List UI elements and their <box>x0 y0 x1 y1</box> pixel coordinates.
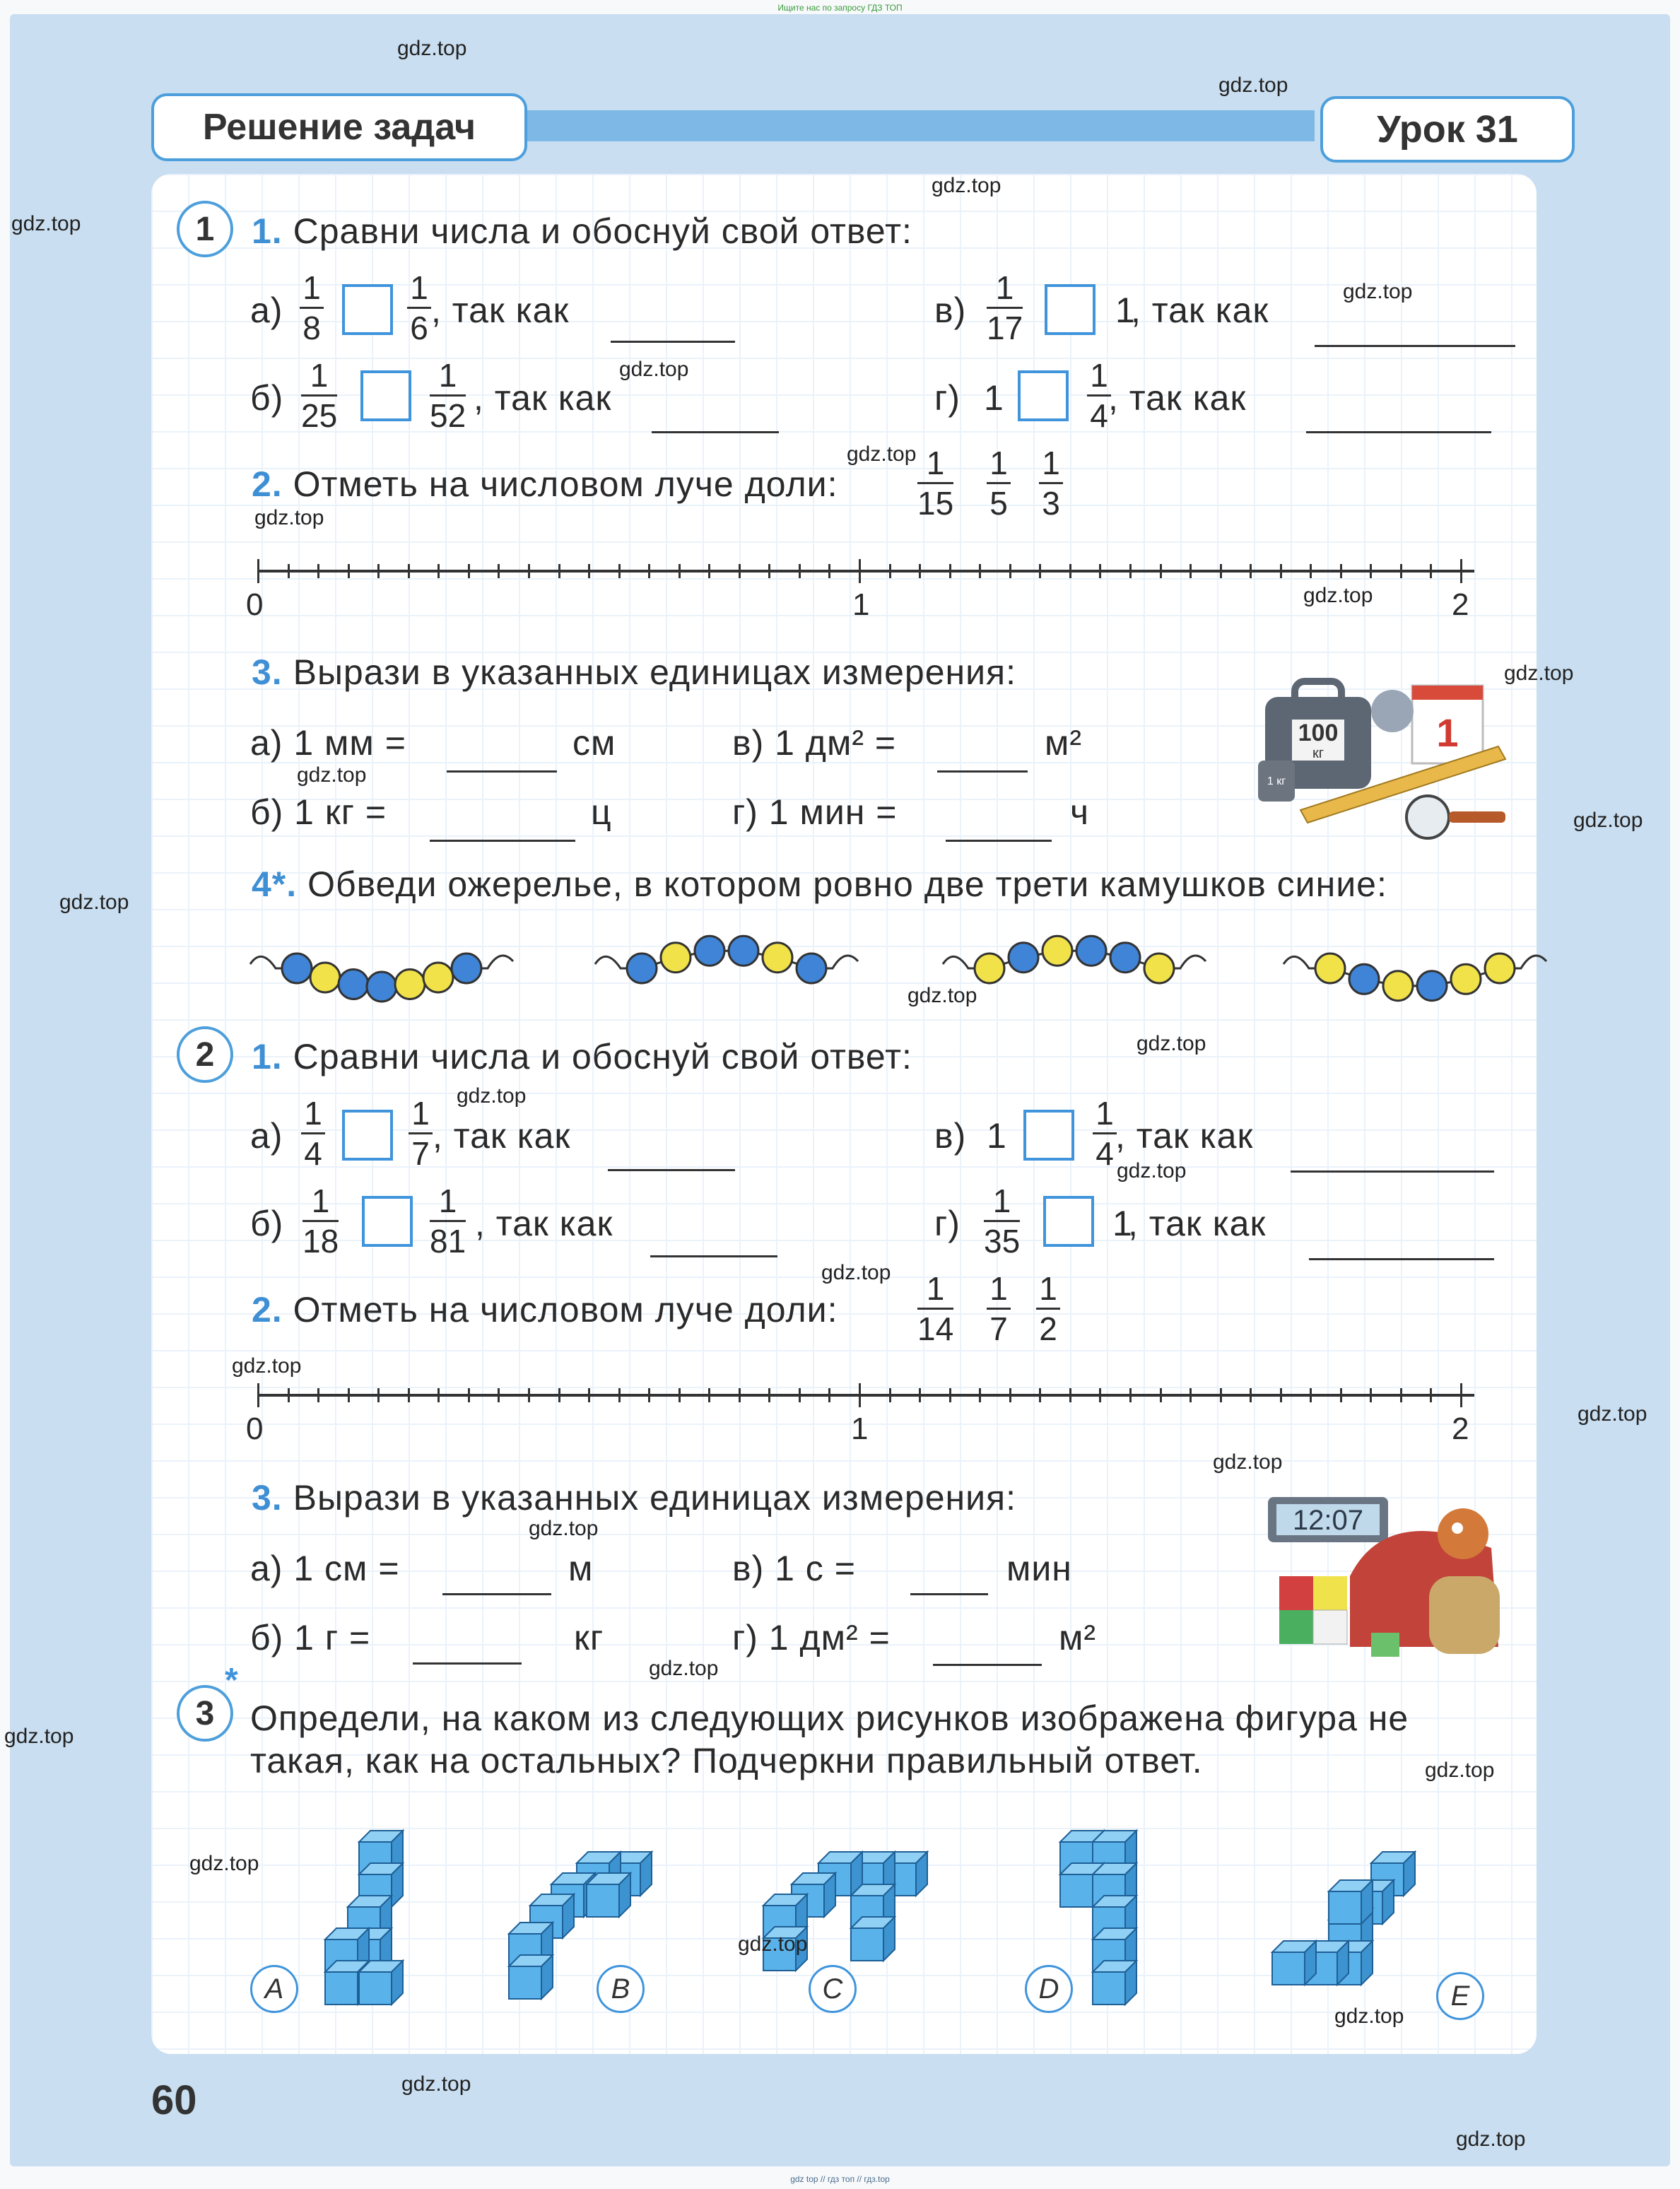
task-number: 1. <box>252 211 283 251</box>
necklace-2[interactable] <box>592 926 861 1004</box>
ray-tick <box>739 564 741 578</box>
ray-tick <box>437 564 440 578</box>
figure-d <box>1060 1831 1136 2005</box>
ray-tick <box>1069 564 1071 578</box>
answer-box[interactable] <box>362 1196 413 1247</box>
ray-tick <box>768 1388 770 1402</box>
task-number: 2. <box>252 1290 283 1330</box>
answer-line[interactable] <box>1309 1258 1494 1260</box>
reason-label: , так как <box>433 1116 571 1156</box>
ray-label-1: 1 <box>852 587 871 622</box>
dog-icon <box>1438 1508 1488 1559</box>
watermark: gdz.top <box>457 1084 527 1108</box>
ray-tick <box>1129 1388 1132 1402</box>
fraction: 1 17 <box>987 269 1023 346</box>
lesson-label: Урок 31 <box>1320 96 1575 163</box>
ray-tick <box>889 1388 891 1402</box>
bead-yellow <box>763 943 792 973</box>
ray-tick <box>1370 1388 1372 1402</box>
bead-blue <box>695 936 724 966</box>
header-stripe <box>1272 110 1279 141</box>
ray-tick <box>648 564 650 578</box>
ray-tick <box>889 564 891 578</box>
bead-yellow <box>1315 953 1345 983</box>
rubik-cube-icon <box>1279 1576 1313 1610</box>
watermark: gdz.top <box>649 1657 719 1680</box>
svg-text:12:07: 12:07 <box>1292 1505 1364 1536</box>
ray-tick <box>1039 564 1041 578</box>
fraction: 1 35 <box>984 1182 1021 1260</box>
ray-tick <box>799 1388 801 1402</box>
clock-cube-illustration <box>1265 1491 1534 1668</box>
bead-blue <box>797 953 826 983</box>
star-mark: * <box>225 1662 238 1699</box>
watermark: gdz.top <box>1303 584 1373 607</box>
answer-box[interactable] <box>1023 1110 1074 1161</box>
ray-tick <box>799 564 801 578</box>
ray-tick <box>1039 1388 1041 1402</box>
ray-tick <box>348 564 350 578</box>
ray-tick <box>1310 1388 1312 1402</box>
fraction: 1 7 <box>987 1272 1011 1345</box>
ray-tick <box>348 1388 350 1402</box>
conversion-v: в) 1 с = <box>732 1549 856 1588</box>
ray-tick <box>708 1388 710 1402</box>
header-title: Решение задач <box>151 93 527 161</box>
ray-tick <box>1340 1388 1342 1402</box>
fraction: 1 4 <box>1087 359 1111 432</box>
ray-tick <box>1129 564 1132 578</box>
figure-label-d[interactable]: D <box>1025 1965 1073 2013</box>
bead-yellow <box>310 963 340 992</box>
whole-number: 1 <box>1115 291 1136 330</box>
answer-line[interactable] <box>447 770 557 773</box>
unit-label: м² <box>1059 1618 1097 1657</box>
ray-line <box>257 1394 1474 1397</box>
ray-tick <box>1250 1388 1252 1402</box>
ray-tick <box>528 564 530 578</box>
bead-blue <box>452 953 481 983</box>
task3-title: Вырази в указанных единицах измерения: <box>293 1478 1017 1518</box>
watermark: gdz.top <box>232 1354 302 1378</box>
ray-tick <box>1430 1388 1432 1402</box>
answer-line[interactable] <box>611 341 735 343</box>
ray-tick <box>739 1388 741 1402</box>
watermark: gdz.top <box>907 984 977 1007</box>
answer-line[interactable] <box>937 770 1028 773</box>
figure-label-a[interactable]: A <box>250 1965 298 2013</box>
watermark: gdz.top <box>619 358 689 381</box>
svg-text:1 кг: 1 кг <box>1267 775 1286 787</box>
unit-label: кг <box>574 1618 604 1657</box>
answer-box[interactable] <box>342 284 393 335</box>
watch-icon <box>1406 796 1449 838</box>
ray-tick <box>1160 1388 1162 1402</box>
bead-yellow <box>1144 953 1174 983</box>
item-letter: а) <box>250 291 283 330</box>
answer-line[interactable] <box>652 431 779 433</box>
ray-tick <box>257 559 259 583</box>
ray-tick <box>558 564 560 578</box>
ray-tick <box>768 564 770 578</box>
task4-title: Обведи ожерелье, в котором ровно две трети камушков синие: <box>307 864 1387 904</box>
watermark: gdz.top <box>1136 1032 1206 1055</box>
necklace-3[interactable] <box>940 926 1209 1004</box>
header-stripe <box>1286 110 1293 141</box>
task1-title: Сравни числа и обоснуй свой ответ: <box>293 1037 912 1076</box>
ray-tick <box>919 564 921 578</box>
ray-tick <box>828 564 830 578</box>
top-link[interactable]: Ищите нас по запросу ГДЗ ТОП <box>777 3 903 13</box>
fraction: 1 81 <box>430 1182 466 1260</box>
task2-title: Отметь на числовом луче доли: <box>293 1290 838 1330</box>
watermark: gdz.top <box>1456 2128 1526 2151</box>
watermark: gdz.top <box>11 212 81 235</box>
variant-1-label: 1 <box>177 201 233 257</box>
ray-tick <box>648 1388 650 1402</box>
bead-blue <box>1110 943 1140 973</box>
watermark: gdz.top <box>1343 280 1413 303</box>
answer-line[interactable] <box>430 840 575 842</box>
unit-label: м <box>568 1549 594 1588</box>
fraction: 1 18 <box>302 1182 339 1260</box>
fraction: 1 6 <box>407 271 431 344</box>
bead-blue <box>282 953 312 983</box>
figure-a <box>325 1831 403 2005</box>
ray-tick <box>1460 1383 1462 1407</box>
ray-tick <box>1400 1388 1402 1402</box>
reason-label: , так как <box>474 378 612 418</box>
reason-label: , так как <box>1131 291 1269 330</box>
header-bar <box>495 110 1315 141</box>
ray-tick <box>288 1388 290 1402</box>
ray-tick <box>1099 1388 1101 1402</box>
ray-label-1: 1 <box>851 1412 869 1446</box>
header-stripe <box>1300 110 1308 141</box>
watermark: gdz.top <box>1213 1450 1283 1474</box>
watermark: gdz.top <box>397 37 467 60</box>
necklace-1[interactable] <box>247 926 516 1004</box>
task-number: 1. <box>252 1037 283 1076</box>
task1-title: Сравни числа и обоснуй свой ответ: <box>293 211 912 251</box>
reason-label: , так как <box>1128 1204 1267 1243</box>
answer-box[interactable] <box>342 1110 393 1161</box>
fraction: 1 5 <box>987 447 1011 520</box>
ray-tick <box>588 564 590 578</box>
ray-tick <box>1430 564 1432 578</box>
item-letter: г) <box>934 378 961 418</box>
ray-label-0: 0 <box>246 587 264 622</box>
answer-line[interactable] <box>1291 1170 1494 1173</box>
answer-line[interactable] <box>933 1664 1042 1666</box>
bead-blue <box>627 953 657 983</box>
ray-tick <box>1370 564 1372 578</box>
conversion-b: б) 1 кг = <box>250 792 387 832</box>
bird-icon <box>1371 690 1414 732</box>
watermark: gdz.top <box>59 891 129 914</box>
ray-tick <box>1280 1388 1282 1402</box>
answer-box[interactable] <box>1045 284 1095 335</box>
ray-tick <box>618 1388 621 1402</box>
item-letter: в) <box>934 1116 967 1156</box>
svg-text:100: 100 <box>1298 720 1339 746</box>
ray-tick <box>1340 564 1342 578</box>
ray-tick <box>859 559 861 583</box>
bead-blue <box>339 970 368 999</box>
fraction: 1 8 <box>300 271 324 344</box>
variant-3-label: 3 <box>177 1685 233 1742</box>
bead-yellow <box>395 970 425 999</box>
reason-label: , так как <box>1108 378 1247 418</box>
ray-tick <box>708 564 710 578</box>
fraction: 1 15 <box>917 445 954 522</box>
ray-tick <box>408 564 410 578</box>
ray-tick <box>377 1388 380 1402</box>
answer-line[interactable] <box>946 840 1052 842</box>
variant-2-label: 2 <box>177 1026 233 1083</box>
item-letter: г) <box>934 1204 961 1243</box>
watermark: gdz.top <box>4 1725 74 1748</box>
ray-tick <box>1460 559 1462 583</box>
ray-label-2: 2 <box>1452 1412 1470 1446</box>
item-letter: а) <box>250 1116 283 1156</box>
watermark: gdz.top <box>1573 809 1643 832</box>
cube-figures <box>311 1809 1456 2021</box>
page-number: 60 <box>151 2077 197 2123</box>
answer-line[interactable] <box>650 1255 777 1257</box>
ray-tick <box>588 1388 590 1402</box>
ray-tick <box>1009 564 1011 578</box>
svg-text:кг: кг <box>1312 746 1324 761</box>
watermark: gdz.top <box>1504 662 1574 685</box>
ray-tick <box>919 1388 921 1402</box>
ray-tick <box>1009 1388 1011 1402</box>
bead-yellow <box>1042 936 1072 966</box>
watermark: gdz.top <box>1218 74 1288 97</box>
ray-tick <box>1069 1388 1071 1402</box>
ray-label-2: 2 <box>1452 587 1470 622</box>
ray-tick <box>618 564 621 578</box>
bead-yellow <box>423 963 453 992</box>
bead-blue <box>1076 936 1106 966</box>
ray-label-0: 0 <box>246 1412 264 1446</box>
watermark: gdz.top <box>932 174 1001 197</box>
watermark: gdz.top <box>529 1517 599 1540</box>
answer-line[interactable] <box>608 1169 735 1171</box>
ray-tick <box>1310 564 1312 578</box>
figure-label-c[interactable]: C <box>809 1965 857 2013</box>
ray-tick <box>1160 564 1162 578</box>
task2-title: Отметь на числовом луче доли: <box>293 464 838 504</box>
bead-yellow <box>975 953 1004 983</box>
ray-tick <box>1189 1388 1192 1402</box>
fraction: 1 2 <box>1036 1272 1060 1345</box>
watermark: gdz.top <box>1334 2005 1404 2028</box>
whole-number: 1 <box>984 378 1004 418</box>
svg-text:1: 1 <box>1436 710 1459 755</box>
reason-label: , так как <box>475 1204 613 1243</box>
task-number: 4*. <box>252 864 298 904</box>
ray-tick <box>288 564 290 578</box>
ray-tick <box>1250 564 1252 578</box>
item-letter: в) <box>934 291 967 330</box>
watermark: gdz.top <box>401 2072 471 2096</box>
ray-tick <box>498 564 500 578</box>
watermark: gdz.top <box>847 442 917 466</box>
measuring-tools-illustration <box>1258 669 1527 845</box>
small-cube-icon <box>1371 1633 1399 1657</box>
answer-line[interactable] <box>910 1593 988 1595</box>
fraction: 1 52 <box>430 357 466 434</box>
ray-tick <box>437 1388 440 1402</box>
ray-line <box>257 570 1474 573</box>
ray-tick <box>979 1388 981 1402</box>
header-stripe <box>1258 110 1265 141</box>
ray-tick <box>949 564 951 578</box>
ray-tick <box>317 1388 319 1402</box>
fraction: 1 25 <box>301 357 338 434</box>
task3-text-line1: Определи, на каком из следующих рисунков изображена фигура не <box>250 1698 1409 1738</box>
conversion-a: а) 1 см = <box>250 1549 400 1588</box>
answer-line[interactable] <box>1306 431 1491 433</box>
unit-label: ц <box>591 792 612 832</box>
task-number: 2. <box>252 464 283 504</box>
bead-yellow <box>1383 971 1413 1001</box>
ray-tick <box>859 1383 861 1407</box>
task-number: 3. <box>252 1478 283 1518</box>
task-number: 3. <box>252 652 283 692</box>
bead-yellow <box>1485 953 1515 983</box>
reason-label: , так как <box>1115 1116 1254 1156</box>
ray-tick <box>558 1388 560 1402</box>
ray-tick <box>528 1388 530 1402</box>
ray-tick <box>1280 564 1282 578</box>
ray-tick <box>468 564 470 578</box>
whole-number: 1 <box>987 1116 1007 1156</box>
ray-tick <box>679 1388 681 1402</box>
ray-tick <box>1099 564 1101 578</box>
bead-yellow <box>661 943 691 973</box>
watermark: gdz.top <box>254 506 324 529</box>
ray-tick <box>377 564 380 578</box>
whole-number: 1 <box>1112 1204 1133 1243</box>
unit-label: см <box>572 723 616 763</box>
watermark: gdz.top <box>1117 1159 1187 1182</box>
answer-line[interactable] <box>413 1662 522 1665</box>
ray-tick <box>317 564 319 578</box>
fraction: 1 7 <box>409 1097 433 1170</box>
ray-tick <box>257 1383 259 1407</box>
task3-text-line2: такая, как на остальных? Подчеркни правильный ответ. <box>250 1741 1203 1780</box>
answer-box[interactable] <box>360 370 411 421</box>
bead-blue <box>1349 964 1379 994</box>
bottom-link[interactable]: gdz top // гдз топ // гдз.top <box>790 2174 890 2184</box>
ray-tick <box>949 1388 951 1402</box>
ray-tick <box>468 1388 470 1402</box>
answer-box[interactable] <box>1018 370 1069 421</box>
item-letter: б) <box>250 378 284 418</box>
conversion-b: б) 1 г = <box>250 1618 371 1657</box>
watermark: gdz.top <box>738 1932 808 1956</box>
figure-label-b[interactable]: B <box>597 1965 645 2013</box>
answer-line[interactable] <box>1315 345 1515 347</box>
figure-e <box>1272 1852 1415 1985</box>
watermark: gdz.top <box>1425 1759 1495 1782</box>
answer-box[interactable] <box>1043 1196 1094 1247</box>
necklace-4[interactable] <box>1281 926 1549 1004</box>
coil-icon <box>1429 1576 1500 1654</box>
bead-blue <box>367 972 396 1002</box>
ray-tick <box>1220 564 1222 578</box>
bead-blue <box>1009 943 1038 973</box>
bead-blue <box>729 936 758 966</box>
unit-label: ч <box>1070 792 1090 832</box>
fraction: 1 4 <box>1093 1097 1117 1170</box>
watermark: gdz.top <box>297 763 367 787</box>
bead-blue <box>1417 971 1447 1001</box>
task3-title: Вырази в указанных единицах измерения: <box>293 652 1017 692</box>
fraction: 1 4 <box>301 1097 325 1170</box>
ray-tick <box>1400 564 1402 578</box>
watermark: gdz.top <box>189 1852 259 1875</box>
conversion-a: а) 1 мм = <box>250 723 406 763</box>
item-letter: б) <box>250 1204 284 1243</box>
unit-label: мин <box>1006 1549 1072 1588</box>
fraction: 1 14 <box>917 1270 954 1347</box>
conversion-g: г) 1 мин = <box>732 792 898 832</box>
bead-yellow <box>1451 964 1481 994</box>
ray-tick <box>679 564 681 578</box>
watermark: gdz.top <box>1578 1402 1647 1426</box>
conversion-v: в) 1 дм² = <box>732 723 897 763</box>
ray-tick <box>1220 1388 1222 1402</box>
conversion-g: г) 1 дм² = <box>732 1618 891 1657</box>
ray-tick <box>979 564 981 578</box>
ray-tick <box>498 1388 500 1402</box>
watermark: gdz.top <box>821 1261 891 1284</box>
fraction: 1 3 <box>1039 447 1063 520</box>
answer-line[interactable] <box>442 1593 551 1595</box>
figure-label-e[interactable]: E <box>1436 1972 1484 2020</box>
reason-label: , так как <box>431 291 570 330</box>
ray-tick <box>828 1388 830 1402</box>
ray-tick <box>408 1388 410 1402</box>
unit-label: м² <box>1045 723 1083 763</box>
ray-tick <box>1189 564 1192 578</box>
